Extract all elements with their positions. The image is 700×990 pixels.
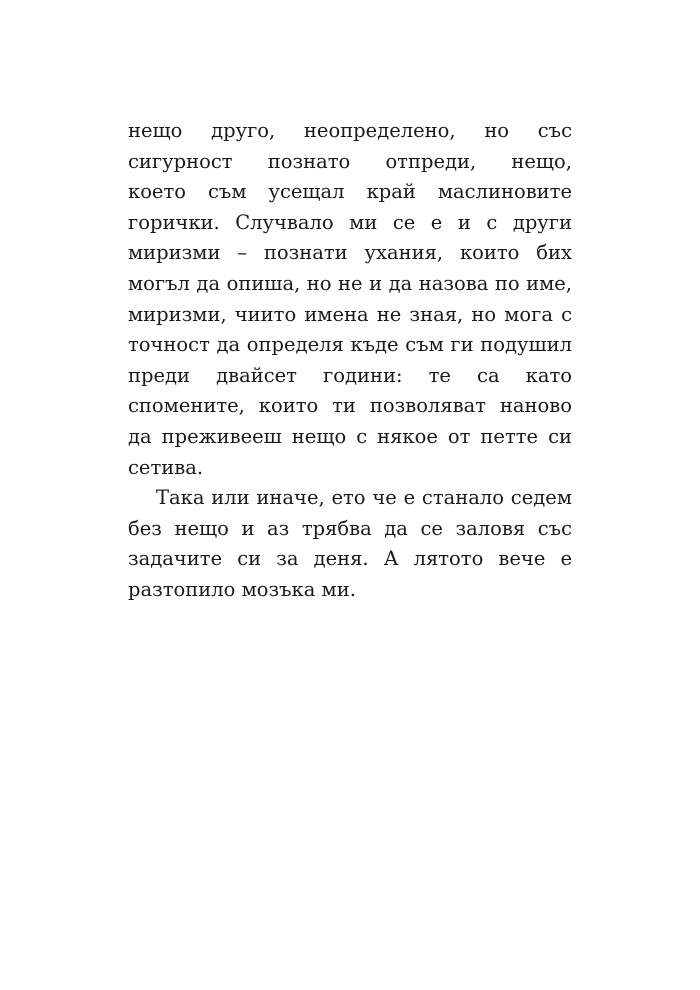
paragraph-2 — [128, 483, 572, 605]
text-line: сетива. — [128, 455, 204, 479]
text-line: да преживееш нещо с някое от петте си — [128, 424, 572, 448]
text-line: нещо друго, неопределено, но със — [128, 119, 572, 142]
text-line: могъл да опиша, но не и да назова по име, — [128, 271, 572, 295]
text-line: преди двайсет години: те са като — [128, 363, 572, 387]
text-line: без нещо и аз трябва да се заловя със — [128, 516, 572, 540]
text-line: спомените, които ти позволяват наново — [128, 394, 572, 418]
text-line: което съм усещал край маслиновите — [128, 180, 572, 204]
text-line: разтопило мозъка ми. — [128, 577, 356, 601]
text-line: миризми – познати ухания, които бих — [128, 241, 572, 265]
text-line: миризми, чиито имена не зная, но мога с — [128, 302, 572, 326]
text-line: задачите си за деня. А лятото вече е — [128, 547, 572, 571]
text-line: точност да определя къде съм ги подушил — [128, 333, 572, 357]
text-line: Така или иначе, ето че е станало седем — [156, 486, 572, 510]
body-text — [128, 116, 572, 606]
text-line: сигурност познато отпреди, нещо, — [128, 149, 572, 173]
paragraph-1 — [128, 116, 572, 483]
text-line: горички. Случвало ми се е и с други — [128, 210, 572, 234]
